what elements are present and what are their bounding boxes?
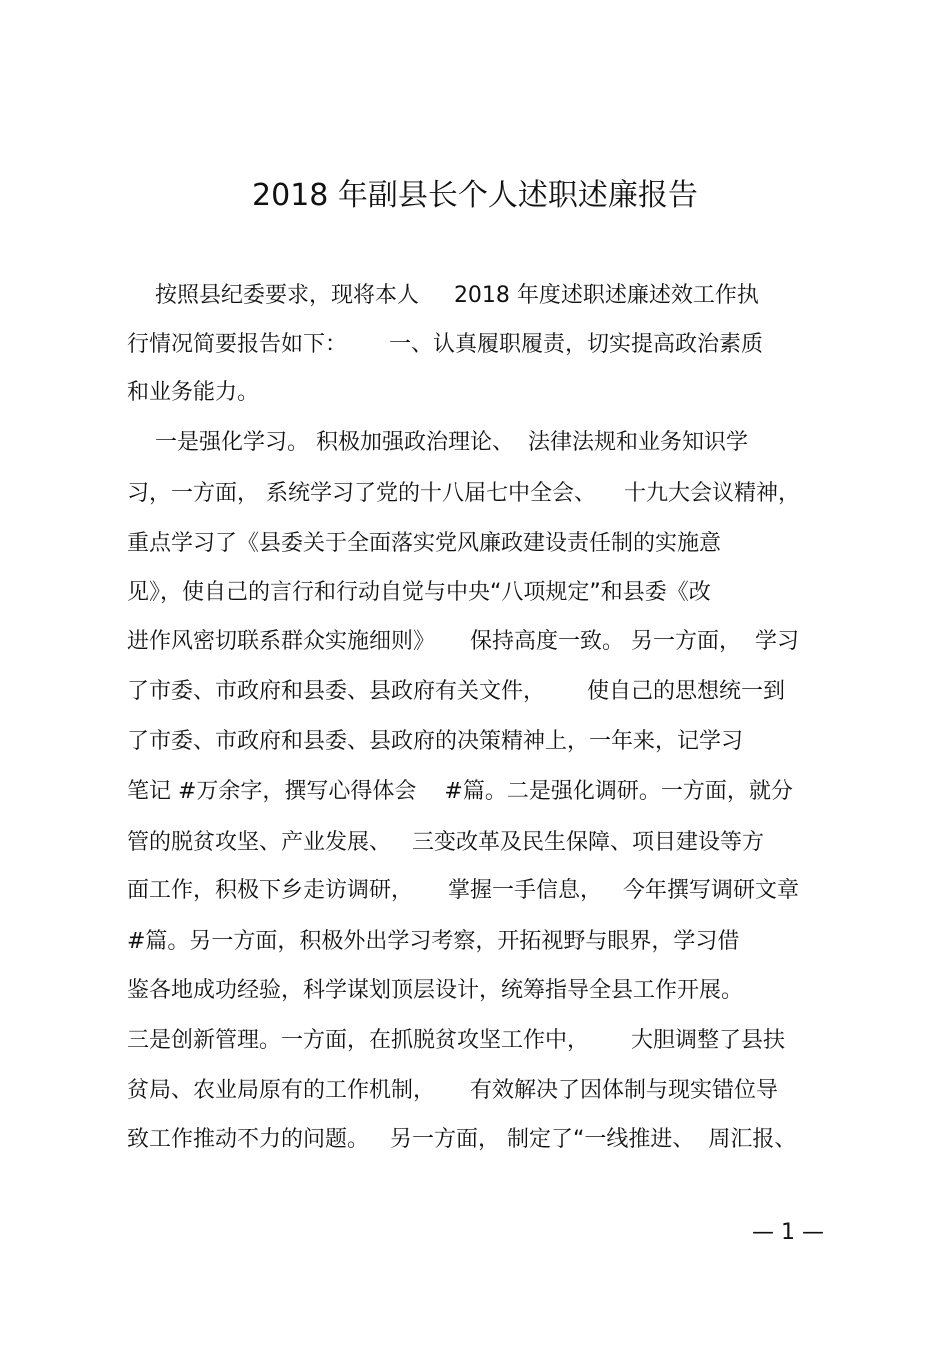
body-line: 三是创新管理。一方面，在抓脱贫攻坚工作中， 大胆调整了县扶	[127, 1028, 785, 1053]
document-title: 2018 年副县长个人述职述廉报告	[252, 178, 698, 213]
body-line: 重点学习了《县委关于全面落实党风廉政建设责任制的实施意	[127, 531, 722, 556]
body-line: 致工作推动不力的问题。 另一方面， 制定了“一线推进、 周汇报、	[127, 1127, 797, 1152]
body-line: 管的脱贫攻坚、产业发展、 三变改革及民生保障、项目建设等方	[127, 830, 764, 855]
body-line: 和业务能力。	[127, 380, 260, 405]
body-line: 了市委、市政府和县委、县政府的决策精神上，一年来，记学习	[127, 729, 744, 754]
body-line: 进作风密切联系群众实施细则》 保持高度一致。 另一方面， 学习	[127, 629, 799, 654]
body-line: 见》，使自己的言行和行动自觉与中央“八项规定”和县委《改	[127, 580, 711, 605]
body-line: 了市委、市政府和县委、县政府有关文件， 使自己的思想统一到	[127, 679, 785, 704]
body-line: 按照县纪委要求，现将本人 2018 年度述职述廉述效工作执	[127, 283, 759, 308]
body-line: 习，一方面， 系统学习了党的十八届七中全会、 十九大会议精神，	[127, 481, 800, 506]
body-line: #篇。另一方面，积极外出学习考察，开拓视野与眼界，学习借	[127, 929, 740, 954]
body-line: 贫局、农业局原有的工作机制， 有效解决了因体制与现实错位导	[127, 1078, 778, 1103]
body-line: 笔记 #万余字，撰写心得体会 #篇。二是强化调研。一方面，就分	[127, 779, 793, 804]
body-line: 面工作，积极下乡走访调研， 掌握一手信息， 今年撰写调研文章	[127, 878, 799, 903]
body-line: 鉴各地成功经验，科学谋划顶层设计，统筹指导全县工作开展。	[127, 978, 744, 1003]
body-line: 一是强化学习。 积极加强政治理论、 法律法规和业务知识学	[127, 430, 748, 455]
page-number: — 1 —	[752, 1220, 824, 1245]
body-line: 行情况简要报告如下： 一、认真履职履责，切实提高政治素质	[127, 332, 763, 357]
